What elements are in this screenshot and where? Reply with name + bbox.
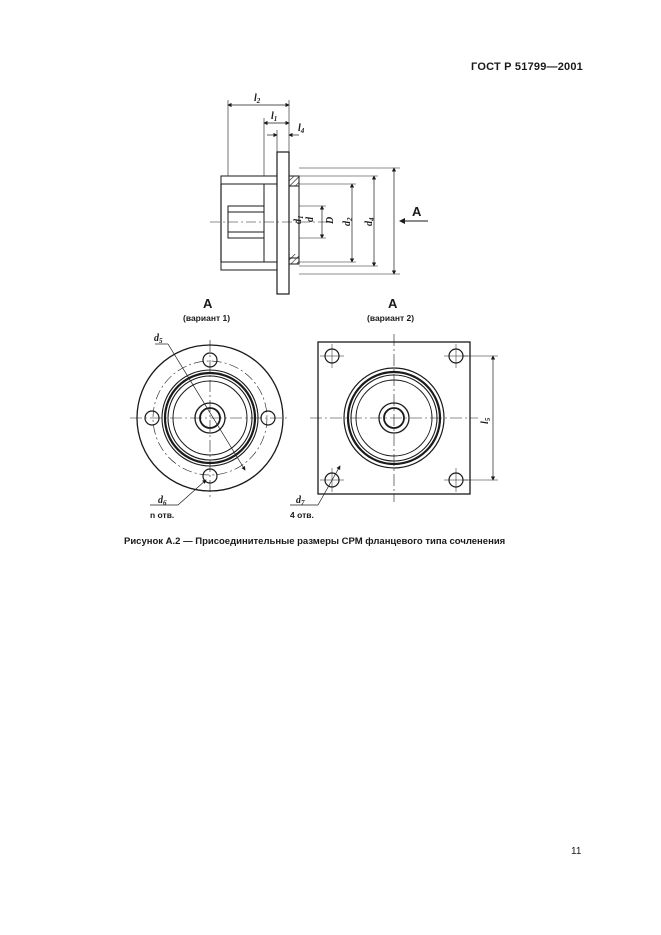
figure-caption: Рисунок А.2 — Присоединительные размеры СРМ фланцевого типа сочленения	[124, 536, 506, 547]
svg-text:4 отв.: 4 отв.	[290, 510, 314, 520]
svg-text:d2: $d_2$	[342, 217, 354, 226]
svg-text:d7: $d_7$	[296, 495, 305, 507]
variant1-label: (вариант 1)	[183, 313, 231, 323]
svg-text:l2: $l_2$	[254, 93, 261, 105]
standard-header: ГОСТ Р 51799—2001	[471, 61, 583, 73]
variant1-view-label: А	[203, 296, 213, 311]
variant1-view	[130, 296, 290, 520]
view-arrow-label: А	[412, 204, 422, 219]
variant2-label: (вариант 2)	[367, 313, 415, 323]
svg-text:l5: $l_5$	[480, 417, 492, 424]
svg-text:d5: $d_5$	[154, 333, 163, 345]
page-number: 11	[571, 846, 582, 857]
svg-text:D: D	[325, 216, 336, 224]
variant2-view-label: А	[388, 296, 398, 311]
section-view	[210, 93, 428, 294]
svg-text:d1: $d_1$	[293, 215, 305, 224]
svg-text:d: d	[305, 217, 316, 222]
variant2-view	[290, 296, 498, 520]
svg-text:l4: $l_4$	[298, 123, 305, 135]
svg-text:l1: $l_1$	[271, 111, 278, 123]
svg-text:d4: $d_4$	[364, 217, 376, 226]
svg-text:n отв.: n отв.	[150, 510, 175, 520]
svg-text:d6: $d_6$	[158, 495, 167, 507]
